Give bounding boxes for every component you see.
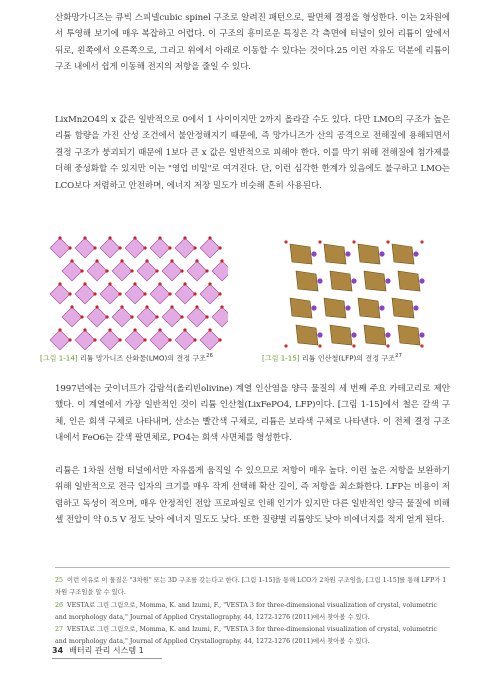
oxygen-atom	[158, 328, 161, 331]
oxygen-atom	[180, 269, 183, 272]
mno6-octahedron	[100, 330, 120, 350]
lfp-crystal-structure-image	[262, 236, 448, 352]
lithium-atom	[379, 305, 384, 310]
mno6-octahedron	[150, 284, 170, 304]
oxygen-atom	[93, 292, 96, 295]
lithium-atom	[413, 251, 418, 256]
oxygen-atom	[143, 246, 146, 249]
lithium-atom	[413, 305, 418, 310]
mno6-octahedron	[200, 284, 220, 304]
mno6-octahedron	[150, 330, 170, 350]
feo6-octahedron	[398, 271, 420, 291]
lithium-atom	[317, 278, 322, 283]
footnote-26	[55, 600, 447, 624]
oxygen-atom	[170, 259, 173, 262]
oxygen-atom	[352, 240, 355, 243]
feo6-octahedron	[358, 298, 380, 318]
oxygen-atom	[118, 338, 121, 341]
mno6-octahedron	[175, 284, 195, 304]
lithium-atom	[419, 278, 424, 283]
lithium-atom	[311, 251, 316, 256]
oxygen-atom	[68, 338, 71, 341]
oxygen-atom	[133, 236, 136, 239]
lithium-atom	[351, 278, 356, 283]
footnote-divider	[55, 567, 450, 568]
mno6-octahedron	[112, 307, 132, 327]
figure-caption-lfp	[262, 353, 402, 363]
mno6-octahedron	[125, 284, 145, 304]
oxygen-atom	[155, 315, 158, 318]
oxygen-atom	[218, 246, 221, 249]
figure-caption-text: 리튬 망가니즈 산화물(LMO)의 결정 구조	[79, 353, 207, 363]
mno6-octahedron	[50, 238, 70, 258]
mno6-octahedron	[62, 261, 82, 281]
oxygen-atom	[218, 338, 221, 341]
footnote-25	[55, 575, 447, 599]
paragraph-lfp-resistance: 리튬은 1차원 선형 터널에서만 자유롭게 움직일 수 있으므로 저항이 매우 높다. 이런 높은 저항을 보완하기 위해 일반적으로 전극 입자의 크기를 매우 작게 선택해 확산 길이, 즉 저항을 최소화한다. LFP는 비용이 저렴하고 독성이 적으며, 매우 안정적인 전압 프로파일로 인해 인기가 있지만 다른 일반적인 양극 물질에 비해 셀 전압이 약 0.5 V 정도 낮아 에너지 밀도도 낮다. 또한 질량별 리튬양도 낮아 비에너지를 적게 얻게 된다.	[55, 466, 450, 526]
lithium-atom	[317, 332, 322, 337]
mno6-octahedron	[162, 261, 182, 281]
feo6-octahedron	[290, 298, 312, 318]
oxygen-atom	[193, 338, 196, 341]
oxygen-atom	[118, 292, 121, 295]
feo6-octahedron	[398, 325, 420, 345]
mno6-octahedron	[137, 261, 157, 281]
oxygen-atom	[318, 240, 321, 243]
lithium-atom	[345, 251, 350, 256]
oxygen-atom	[218, 292, 221, 295]
footnote-text: VESTA로 그린 그림으로, Momma, K. and Izumi, F., "VESTA 3 for three-dimensional visualization of crystal, volumetric and morphology data," Journal of Applied Crystallography, 44, 1272-1276 (2011)에서 찾아볼 수 있다.	[55, 602, 437, 621]
mno6-octahedron	[200, 330, 220, 350]
oxygen-atom	[58, 282, 61, 285]
oxygen-atom	[168, 338, 171, 341]
lithium-atom	[419, 332, 424, 337]
oxygen-atom	[120, 305, 123, 308]
oxygen-atom	[386, 344, 389, 347]
oxygen-atom	[108, 282, 111, 285]
oxygen-atom	[105, 315, 108, 318]
figure-reference: 26	[206, 353, 214, 359]
oxygen-atom	[193, 292, 196, 295]
oxygen-atom	[183, 282, 186, 285]
mno6-octahedron	[150, 238, 170, 258]
oxygen-atom	[284, 344, 287, 347]
mno6-octahedron	[75, 330, 95, 350]
oxygen-atom	[168, 292, 171, 295]
oxygen-atom	[133, 282, 136, 285]
oxygen-atom	[220, 305, 223, 308]
oxygen-atom	[168, 246, 171, 249]
feo6-octahedron	[324, 298, 346, 318]
oxygen-atom	[68, 246, 71, 249]
oxygen-atom	[68, 292, 71, 295]
book-title: 배터리 관리 시스템 1	[69, 646, 144, 655]
page-footer	[52, 645, 144, 656]
oxygen-atom	[93, 338, 96, 341]
mno6-octahedron	[100, 284, 120, 304]
figure-reference: 27	[395, 353, 403, 359]
figure-caption-text: 리튬 인산철(LFP)의 결정 구조	[301, 353, 396, 363]
lithium-atom	[345, 305, 350, 310]
mno6-octahedron	[175, 238, 195, 258]
oxygen-atom	[145, 259, 148, 262]
feo6-octahedron	[358, 244, 380, 264]
oxygen-atom	[80, 269, 83, 272]
mno6-octahedron	[75, 238, 95, 258]
page-number: 34	[52, 646, 64, 655]
feo6-octahedron	[296, 325, 318, 345]
mno6-octahedron	[137, 307, 157, 327]
mno6-octahedron	[187, 261, 207, 281]
mno6-octahedron	[87, 261, 107, 281]
oxygen-atom	[318, 344, 321, 347]
feo6-octahedron	[324, 244, 346, 264]
mno6-octahedron	[187, 307, 207, 327]
oxygen-atom	[58, 328, 61, 331]
feo6-octahedron	[392, 244, 414, 264]
oxygen-atom	[155, 269, 158, 272]
mno6-octahedron	[75, 284, 95, 304]
oxygen-atom	[105, 269, 108, 272]
oxygen-atom	[352, 344, 355, 347]
oxygen-atom	[130, 269, 133, 272]
mno6-octahedron	[125, 330, 145, 350]
mno6-octahedron	[162, 307, 182, 327]
lmo-lattice	[50, 236, 228, 350]
oxygen-atom	[95, 305, 98, 308]
oxygen-atom	[208, 282, 211, 285]
oxygen-atom	[108, 328, 111, 331]
feo6-octahedron	[296, 271, 318, 291]
oxygen-atom	[83, 282, 86, 285]
oxygen-atom	[183, 328, 186, 331]
figure-caption-lmo	[40, 353, 213, 363]
mno6-octahedron	[200, 238, 220, 258]
footnote-number: 25	[55, 577, 64, 584]
oxygen-atom	[143, 292, 146, 295]
mno6-octahedron	[175, 330, 195, 350]
oxygen-atom	[220, 259, 223, 262]
oxygen-atom	[158, 282, 161, 285]
feo6-octahedron	[364, 325, 386, 345]
oxygen-atom	[193, 246, 196, 249]
mno6-octahedron	[112, 261, 132, 281]
oxygen-atom	[420, 344, 423, 347]
feo6-octahedron	[364, 271, 386, 291]
footnote-number: 27	[55, 626, 64, 633]
oxygen-atom	[386, 240, 389, 243]
oxygen-atom	[170, 305, 173, 308]
oxygen-atom	[143, 338, 146, 341]
oxygen-atom	[208, 328, 211, 331]
feo6-octahedron	[290, 244, 312, 264]
footnote-number: 26	[55, 602, 64, 609]
paragraph-spinel: 산화망가니즈는 큐빅 스피넬cubic spinel 구조로 알려진 패턴으로, 팔면체 결정을 형성한다. 이는 2차원에서 투영해 보기에 매우 복잡하고 어렵다. 이 구조의 흥미로운 특징은 각 측면에 터널이 있어 리튬이 앞에서 뒤로, 왼쪽에서 오른쪽으로, 그리고 위에서 아래로 이동할 수 있다는 것이다.25 이런 자유도 덕분에 리튬이 구조 내에서 쉽게 이동해 전지의 저항을 줄일 수 있다.	[55, 13, 450, 73]
lithium-atom	[379, 251, 384, 256]
oxygen-atom	[130, 315, 133, 318]
oxygen-atom	[158, 236, 161, 239]
mno6-octahedron	[212, 261, 228, 281]
lithium-atom	[385, 278, 390, 283]
mno6-octahedron	[100, 238, 120, 258]
oxygen-atom	[93, 246, 96, 249]
lithium-atom	[311, 305, 316, 310]
feo6-octahedron	[330, 271, 352, 291]
oxygen-atom	[284, 240, 287, 243]
mno6-octahedron	[212, 307, 228, 327]
oxygen-atom	[70, 305, 73, 308]
mno6-octahedron	[50, 330, 70, 350]
lithium-atom	[351, 332, 356, 337]
oxygen-atom	[108, 236, 111, 239]
oxygen-atom	[420, 240, 423, 243]
figure-label: [그림 1-14]	[40, 353, 78, 363]
oxygen-atom	[80, 315, 83, 318]
feo6-octahedron	[392, 298, 414, 318]
oxygen-atom	[70, 259, 73, 262]
mno6-octahedron	[87, 307, 107, 327]
footnote-text: 이런 이유로 이 물질은 "3차원" 또는 3D 구조를 갖는다고 한다. [그림 1-15]을 통해 LCO가 2차원 구조임을, [그림 1-15]를 통해 LFP가 1차원 구조임을 알 수 있다.	[55, 577, 447, 596]
mno6-octahedron	[62, 307, 82, 327]
oxygen-atom	[133, 328, 136, 331]
figure-label: [그림 1-15]	[262, 353, 300, 363]
paragraph-olivine: 1997년에는 굿이너프가 감람석(올리빈olivine) 계열 인산염을 양극 물질의 세 번째 주요 카테고리로 제안했다. 이 계열에서 가장 일반적인 것이 리튬 인산철(LixFePO4, LFP)이다. [그림 1-15]에서 철은 갈색 구체, 인은 회색 구체로 나타내며, 산소는 빨간색 구체로, 리튬은 보라색 구체로 나타낸다. 이 전체 결정 구조 내에서 FeO6는 갈색 팔면체로, PO4는 회색 사면체를 형성한다.	[55, 384, 450, 444]
lithium-atom	[385, 332, 390, 337]
lfp-lattice	[284, 240, 424, 347]
lmo-crystal-structure-image	[42, 236, 228, 352]
oxygen-atom	[83, 328, 86, 331]
oxygen-atom	[145, 305, 148, 308]
oxygen-atom	[95, 259, 98, 262]
oxygen-atom	[183, 236, 186, 239]
oxygen-atom	[195, 259, 198, 262]
oxygen-atom	[58, 236, 61, 239]
oxygen-atom	[120, 259, 123, 262]
oxygen-atom	[208, 236, 211, 239]
footnote-text: VESTA로 그린 그림으로, Momma, K. and Izumi, F., "VESTA 3 for three-dimensional visualization of crystal, volumetric and morphology data," Journal of Applied Crystallography, 44, 1272-1276 (2011)에서 찾아볼 수 있다.	[55, 626, 437, 645]
oxygen-atom	[195, 305, 198, 308]
oxygen-atom	[205, 269, 208, 272]
paragraph-lmo: LixMn2O4의 x 값은 일반적으로 0에서 1 사이이지만 2까지 올라갈 수도 있다. 다만 LMO의 구조가 높은 리튬 함량을 가진 산성 조건에서 불안정해지기 때문에, 즉 망가니즈가 산의 공격으로 전해질에 용해되면서 결정 구조가 붕괴되기 때문에 1보다 큰 x 값은 일반적으로 피해야 한다. 이를 막기 위해 전해질에 첨가제를 더해 중성화할 수 있지만 이는 "영업 비밀"로 여겨진다. 단, 이런 심각한 한계가 있음에도 불구하고 LMO는 LCO보다 저렴하고 안전하며, 에너지 저장 밀도가 비슷해 흔히 사용된다.	[55, 115, 450, 191]
footer-rule	[52, 658, 162, 659]
mno6-octahedron	[125, 238, 145, 258]
oxygen-atom	[118, 246, 121, 249]
mno6-octahedron	[50, 284, 70, 304]
oxygen-atom	[180, 315, 183, 318]
oxygen-atom	[205, 315, 208, 318]
oxygen-atom	[83, 236, 86, 239]
feo6-octahedron	[330, 325, 352, 345]
